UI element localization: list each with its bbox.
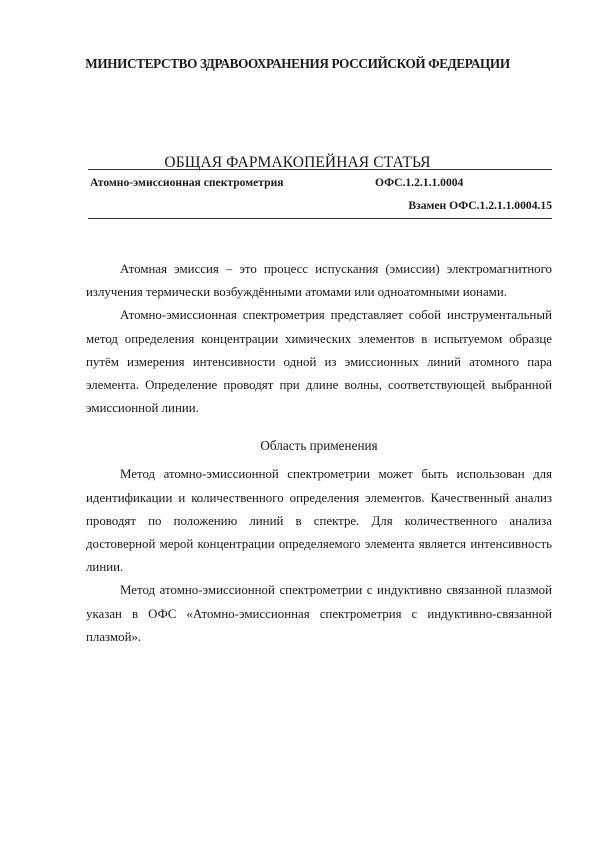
paragraph-definition-emission: Атомная эмиссия – это процесс испускания (эмиссии) электромагнитного излучения термически возбуждёнными атомами или одноатомными ионами. [86, 262, 552, 300]
article-name: Атомно-эмиссионная спектрометрия [90, 176, 284, 189]
replaces-code: Взамен ОФС.1.2.1.1.0004.15 [408, 199, 552, 212]
top-divider [88, 169, 552, 170]
section-title: Область применения [260, 438, 378, 454]
paragraph-icp-reference: Метод атомно-эмиссионной спектрометрии с индуктивно связанной плазмой указан в ОФС «Атомно-эмиссионная спектрометрия с индуктивно-связанной плазмой». [86, 583, 552, 644]
article-code: ОФС.1.2.1.1.0004 [375, 176, 464, 189]
ministry-heading: МИНИСТЕРСТВО ЗДРАВООХРАНЕНИЯ РОССИЙСКОЙ ФЕДЕРАЦИИ [85, 56, 510, 71]
paragraph-definition-method: Атомно-эмиссионная спектрометрия представляет собой инструментальный метод определения концентрации химических элементов в испытуемом образце путём измерения интенсивности одной из эмиссионных линий атомного пара элемента. Определение проводят при длине волны, соответствующей выбранной эмиссионной линии. [86, 308, 552, 416]
bottom-divider [88, 218, 552, 219]
article-body [86, 258, 552, 649]
paragraph-application: Метод атомно-эмиссионной спектрометрии может быть использован для идентификации и количественного определения элементов. Качественный анализ проводят по положению линий в спектре. Для количественного анализа достоверной мерой концентрации определяемого элемента является интенсивность линии. [86, 467, 552, 575]
article-type-heading: ОБЩАЯ ФАРМАКОПЕЙНАЯ СТАТЬЯ [164, 154, 431, 171]
